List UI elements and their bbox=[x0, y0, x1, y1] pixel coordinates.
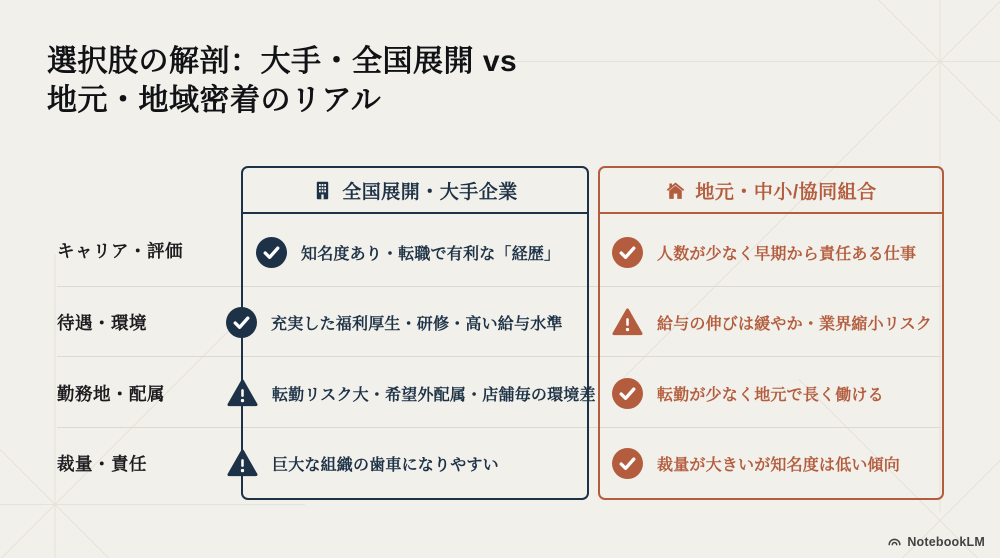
row-label-location: 勤務地・配属 bbox=[57, 383, 165, 404]
notebooklm-brand-label: NotebookLM bbox=[907, 534, 985, 549]
warning-icon bbox=[227, 448, 258, 479]
warning-icon bbox=[612, 307, 643, 338]
home-icon bbox=[665, 180, 686, 201]
background-decor-line bbox=[0, 504, 305, 505]
page-title-line2: 地元・地域密着のリアル bbox=[47, 84, 382, 117]
cell-national-benefits bbox=[226, 307, 563, 338]
cell-national-responsibility bbox=[227, 448, 499, 479]
cell-local-responsibility bbox=[612, 448, 900, 479]
cell-text: 知名度あり・転職で有利な「経歴」 bbox=[301, 246, 561, 263]
row-label-benefits: 待遇・環境 bbox=[57, 312, 147, 333]
cell-local-benefits bbox=[612, 307, 932, 338]
national-company-header bbox=[243, 168, 587, 214]
check-icon bbox=[226, 307, 257, 338]
row-label-responsibility: 裁量・責任 bbox=[57, 453, 147, 474]
page-title bbox=[47, 42, 517, 120]
cell-text: 転勤リスク大・希望外配属・店舗毎の環境差 bbox=[272, 387, 596, 404]
notebooklm-brand bbox=[887, 534, 985, 549]
check-icon bbox=[612, 237, 643, 268]
cell-text: 転勤が少なく地元で長く働ける bbox=[657, 387, 884, 404]
cell-local-location bbox=[612, 378, 884, 409]
check-icon bbox=[256, 237, 287, 268]
cell-text: 裁量が大きいが知名度は低い傾向 bbox=[657, 457, 901, 474]
background-decor-line bbox=[55, 255, 56, 558]
national-company-header-label: 全国展開・大手企業 bbox=[342, 181, 518, 203]
cell-text: 充実した福利厚生・研修・高い給与水準 bbox=[271, 316, 563, 333]
local-company-header bbox=[600, 168, 942, 214]
cell-local-career bbox=[612, 237, 916, 268]
cell-national-location bbox=[227, 378, 596, 409]
building-icon bbox=[312, 180, 333, 201]
background-decor-line bbox=[490, 61, 1000, 62]
background-decor-line bbox=[0, 327, 232, 558]
warning-icon bbox=[227, 378, 258, 409]
cell-text: 給与の伸びは緩やか・業界縮小リスク bbox=[657, 316, 933, 333]
check-icon bbox=[612, 448, 643, 479]
row-label-career: キャリア・評価 bbox=[57, 240, 183, 261]
notebooklm-logo-icon bbox=[887, 534, 902, 549]
cell-text: 人数が少なく早期から責任ある仕事 bbox=[657, 246, 917, 263]
page-title-line1: 選択肢の解剖：大手・全国展開 vs bbox=[47, 45, 518, 78]
cell-national-career bbox=[256, 237, 560, 268]
check-icon bbox=[612, 378, 643, 409]
local-company-header-label: 地元・中小/協同組合 bbox=[695, 181, 877, 203]
cell-text: 巨大な組織の歯車になりやすい bbox=[272, 457, 499, 474]
